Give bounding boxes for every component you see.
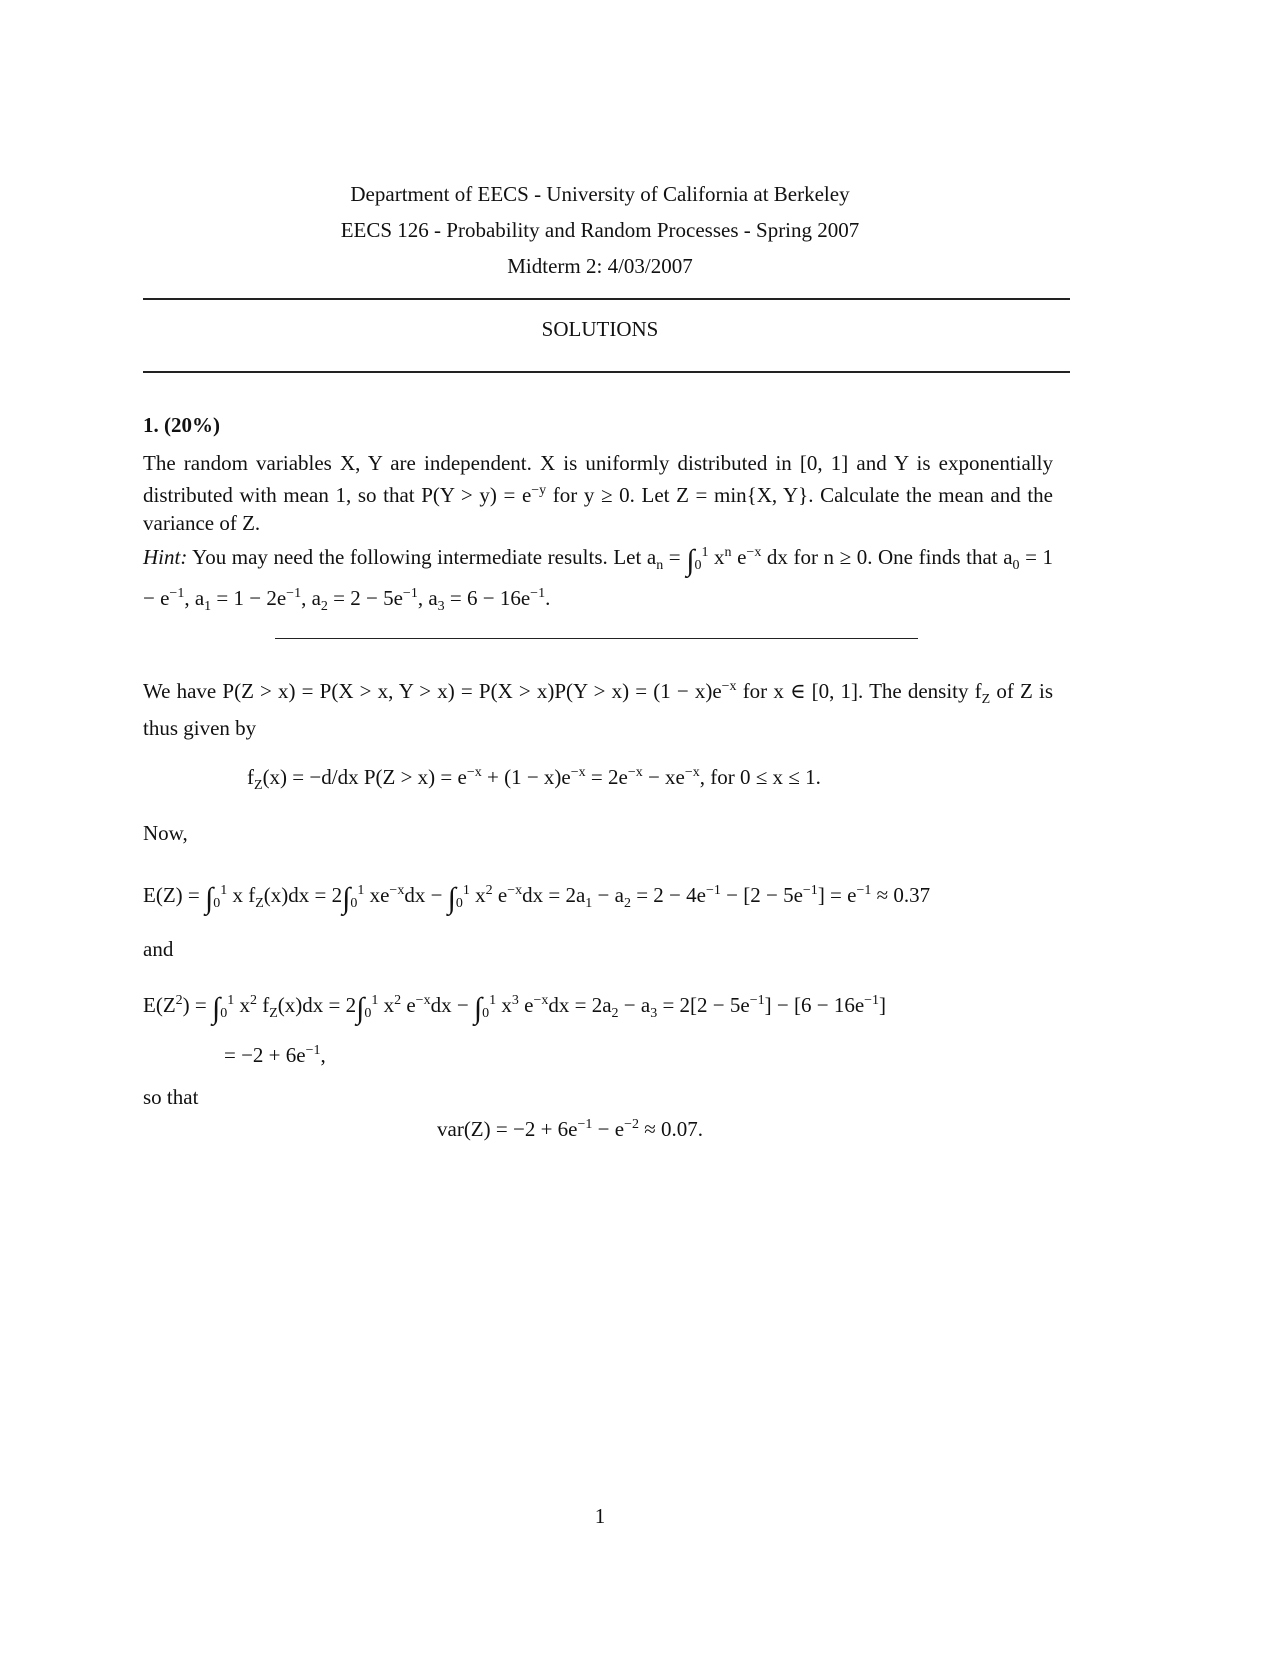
second-moment-equation: $E(Z^2) = \int_0^1$ $x^2$ $f_Z(x)dx = 2\int_0^1$ $x^2$ $e^{-x}dx - \int_0^1$ $x^3$ $e^{-x}dx = 2a_2 - a_3 = 2[2 - 5e^{-1}] - [6 - 16e^{-1}]$ <box>143 992 887 1025</box>
header-course: EECS 126 - Probability and Random Processes - Spring 2007 <box>340 218 860 242</box>
hint-label: Hint: <box>143 545 188 569</box>
density-equation: $f_Z(x) = -d/dx$ $P(Z > x) = e^{-x} + (1 - x)e^{-x} = 2e^{-x} - xe^{-x}$, for 0 ≤ x ≤ 1. <box>247 765 821 794</box>
header-exam: Midterm 2: 4/03/2007 <box>507 254 693 278</box>
divider <box>143 371 1070 373</box>
solutions-title: SOLUTIONS <box>541 317 659 341</box>
now-label: Now, <box>143 821 188 845</box>
divider <box>143 298 1070 300</box>
divider <box>275 638 918 639</box>
and-label: and <box>143 937 174 961</box>
problem-statement: The random variables X, Y are independent. X is uniformly distributed in [0, 1] and Y is exponentially distributed with mean 1, so that $P(Y > y) = e^{-y}$ for y ≥ 0. Let Z = min{X, Y}. Calculate the mean and the variance of Z. <box>143 451 1053 535</box>
header-department: Department of EECS - University of California at Berkeley <box>350 182 850 206</box>
solution-intro: We have P(Z > x) = P(X > x, $Y > x) = P(X > x)P(Y > x) = (1 - x)e^{-x}$ for x ∈ [0, 1]. The density $f_Z$ of Z is thus given by <box>143 679 1054 741</box>
page-number: 1 <box>594 1504 606 1528</box>
mean-equation: $E(Z) = \int_0^1$ x $f_Z(x)dx = 2\int_0^1$ $xe^{-x}dx - \int_0^1$ $x^2$ $e^{-x}dx = 2a_1 - a_2 = 2 - 4e^{-1} - [2 - 5e^{-1}] = e^{-1} \approx 0.37$ <box>143 882 931 915</box>
hint-text: You may need the following intermediate results. Let $a_n = \int_0^1$ $x^n$ $e^{-x}$ dx for n ≥ 0. One finds that $a_0 = 1 - e^{-1}$, $a_1 = 1 - 2e^{-1}$, $a_2 = 2 - 5e^{-1}$, $a_3 = 6 - 16e^{-1}$. <box>143 544 1054 615</box>
so-that-label: so that <box>143 1085 199 1109</box>
variance-equation: $var(Z) = -2 + 6e^{-1} - e^{-2} \approx 0.07$. <box>437 1117 703 1141</box>
hint <box>143 539 1053 621</box>
second-moment-result: = $-2 + 6e^{-1}$, <box>224 1043 326 1067</box>
problem-number: 1. (20%) <box>143 413 220 437</box>
